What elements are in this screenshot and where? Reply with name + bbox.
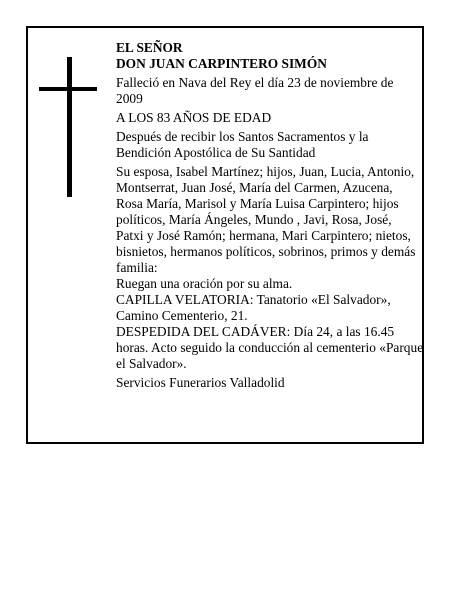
funeral-info bbox=[116, 324, 431, 372]
text-line: Bendición Apostólica de Su Santidad bbox=[116, 145, 316, 160]
text-line: Rosa María, Marisol y María Luisa Carpintero; hijos bbox=[116, 196, 399, 211]
text-line: el Salvador». bbox=[116, 356, 187, 371]
text-line: horas. Acto seguido la conducción al cementerio «Parque bbox=[116, 340, 424, 355]
text-line: Falleció en Nava del Rey el día 23 de noviembre de bbox=[116, 75, 394, 90]
text-line: familia: bbox=[116, 260, 158, 275]
death-place-date bbox=[116, 75, 431, 107]
chapel-info bbox=[116, 292, 431, 324]
text-line: Después de recibir los Santos Sacramentos y la bbox=[116, 129, 369, 144]
obituary-notice bbox=[26, 26, 424, 444]
deceased-name: DON JUAN CARPINTERO SIMÓN bbox=[116, 56, 327, 71]
funeral-services bbox=[116, 375, 431, 391]
cross-vertical-bar bbox=[67, 57, 72, 197]
notice-text bbox=[116, 40, 431, 391]
text-line: Servicios Funerarios Valladolid bbox=[116, 375, 285, 390]
text-line: políticos, María Ángeles, Mundo , Javi, Rosa, José, bbox=[116, 212, 392, 227]
text-line: Su esposa, Isabel Martínez; hijos, Juan, Lucia, Antonio, bbox=[116, 164, 415, 179]
text-line: 2009 bbox=[116, 91, 143, 106]
text-line: DESPEDIDA DEL CADÁVER: Día 24, a las 16.45 bbox=[116, 324, 395, 339]
text-line: Patxi y José Ramón; hermana, Mari Carpintero; nietos, bbox=[116, 228, 411, 243]
cross-horizontal-bar bbox=[39, 87, 97, 91]
text-line: Montserrat, Juan José, María del Carmen, Azucena, bbox=[116, 180, 393, 195]
text-line: bisnietos, hermanos políticos, sobrinos, primos y demás bbox=[116, 244, 416, 259]
family-list bbox=[116, 164, 431, 276]
text-line: Ruegan una oración por su alma. bbox=[116, 276, 293, 291]
text-line: A LOS 83 AÑOS DE EDAD bbox=[116, 110, 272, 125]
title-line: EL SEÑOR bbox=[116, 40, 183, 55]
age-line bbox=[116, 110, 431, 126]
sacraments-line bbox=[116, 129, 431, 161]
prayer-request bbox=[116, 276, 431, 292]
text-line: CAPILLA VELATORIA: Tanatorio «El Salvador», bbox=[116, 292, 391, 307]
text-line: Camino Cementerio, 21. bbox=[116, 308, 248, 323]
